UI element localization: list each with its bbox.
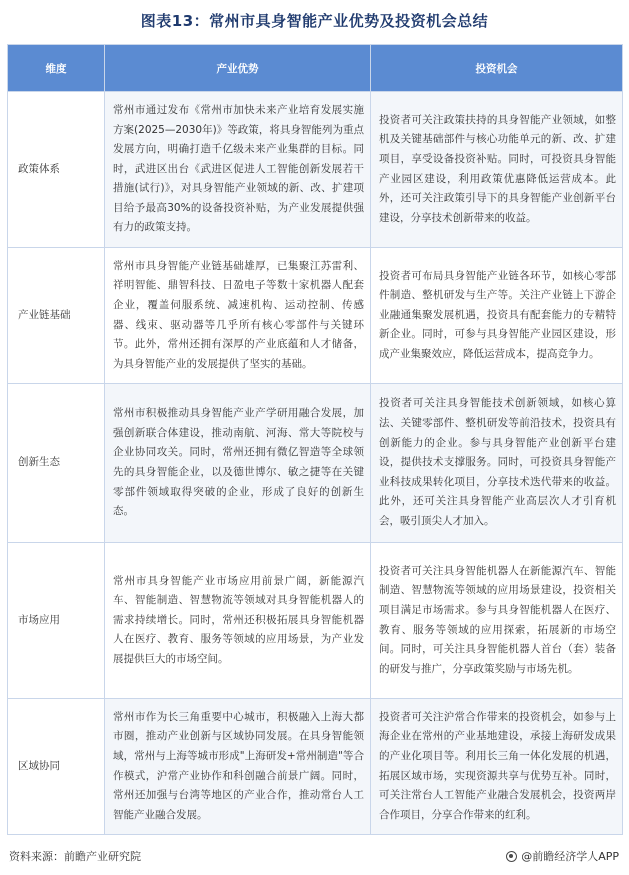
opportunity-cell: 投资者可布局具身智能产业链各环节，如核心零部件制造、整机研发与生产等。关注产业链上下游企业融通集聚发展机遇，投资具有配套能力的专精特新企业。同时，可参与具身智能产业园区建设，形成产业集聚效应，降低运营成本，提高竞争力。 [371,248,623,384]
advantage-cell: 常州市具身智能产业市场应用前景广阔，新能源汽车、智能制造、智慧物流等领域对具身智能机器人的需求持续增长。同时，常州还积极拓展具身智能机器人在医疗、教育、服务等领域的应用场景，为产业发展提供巨大的市场空间。 [105,543,371,699]
opportunity-cell: 投资者可关注政策扶持的具身智能产业领域，如整机及关键基础部件与核心功能单元的新、改、扩建项目，享受设备投资补贴。同时，可投资具身智能产业园区建设，利用政策优惠降低运营成本。此外，还可关注政策引导下的具身智能产业创新平台建设，分享技术创新带来的收益。 [371,92,623,248]
column-header-opportunity: 投资机会 [371,45,623,92]
table-row [8,699,623,835]
dimension-cell: 产业链基础 [8,248,105,384]
advantage-cell: 常州市具身智能产业链基础雄厚，已集聚江苏雷利、祥明智能、鼎智科技、日盈电子等数十家机器人配套企业，覆盖伺服系统、减速机构、运动控制、传感器、线束、驱动器等几乎所有核心零部件与关键环节。此外，常州还拥有深厚的产业底蕴和人才储备，为具身智能产业的发展提供了坚实的基础。 [105,248,371,384]
qianzhan-logo-icon [506,851,517,862]
advantage-cell: 常州市通过发布《常州市加快未来产业培育发展实施方案(2025—2030年)》等政策，将具身智能列为重点发展方向，明确打造千亿级未来产业集群的目标。同时，武进区出台《武进区促进人工智能创新发展若干措施(试行)》，对具身智能产业领域的新、改、扩建项目给予最高30%的设备投资补贴，为产业发展提供强有力的政策支持。 [105,92,371,248]
opportunity-cell: 投资者可关注沪常合作带来的投资机会，如参与上海企业在常州的产业基地建设，承接上海研发成果的产业化项目等。利用长三角一体化发展的机遇，拓展区域市场，实现资源共享与优势互补。同时，可关注常台人工智能产业融合发展机会，投资两岸合作项目，分享合作带来的红利。 [371,699,623,835]
column-header-advantage: 产业优势 [105,45,371,92]
table-row [8,92,623,248]
dimension-cell: 市场应用 [8,543,105,699]
page-title: 图表13：常州市具身智能产业优势及投资机会总结 [140,12,489,30]
opportunity-cell: 投资者可关注具身智能技术创新领域，如核心算法、关键零部件、整机研发等前沿技术，投资具有创新能力的企业。参与具身智能产业创新平台建设，提供技术支撑服务。同时，可投资具身智能产业科技成果转化项目，分享技术迭代带来的收益。此外，还可关注具身智能产业高层次人才引育机会，吸引顶尖人才加入。 [371,384,623,543]
dimension-cell: 政策体系 [8,92,105,248]
table-row [8,248,623,384]
brand-text: @前瞻经济学人APP [521,850,619,863]
dimension-cell: 创新生态 [8,384,105,543]
table-row [8,384,623,543]
summary-table [7,44,623,835]
dimension-cell: 区域协同 [8,699,105,835]
advantage-cell: 常州市积极推动具身智能产业产学研用融合发展，加强创新联合体建设，推动南航、河海、常大等院校与企业协同攻关。同时，常州还拥有微亿智造等全球领先的具身智能企业，以及德世博尔、敏之捷等在关键零部件领域取得突破的企业，形成了良好的创新生态。 [105,384,371,543]
source-note: 资料来源：前瞻产业研究院 [9,850,141,863]
table-header-row [8,45,623,92]
table-row [8,543,623,699]
advantage-cell: 常州市作为长三角重要中心城市，积极融入上海大都市圈，推动产业创新与区域协同发展。在具身智能领域，常州与上海等城市形成"上海研发+常州制造"等合作模式，沪常产业协作和科创融合前景广阔。同时，常州还加强与台湾等地区的产业合作，推动常台人工智能产业融合发展。 [105,699,371,835]
column-header-dimension: 维度 [8,45,105,92]
opportunity-cell: 投资者可关注具身智能机器人在新能源汽车、智能制造、智慧物流等领域的应用场景建设，投资相关项目满足市场需求。参与具身智能机器人在医疗、教育、服务等领域的应用探索，拓展新的市场空间。同时，可关注具身智能机器人首台（套）装备的研发与推广，分享政策奖励与市场先机。 [371,543,623,699]
brand-credit [506,848,619,864]
